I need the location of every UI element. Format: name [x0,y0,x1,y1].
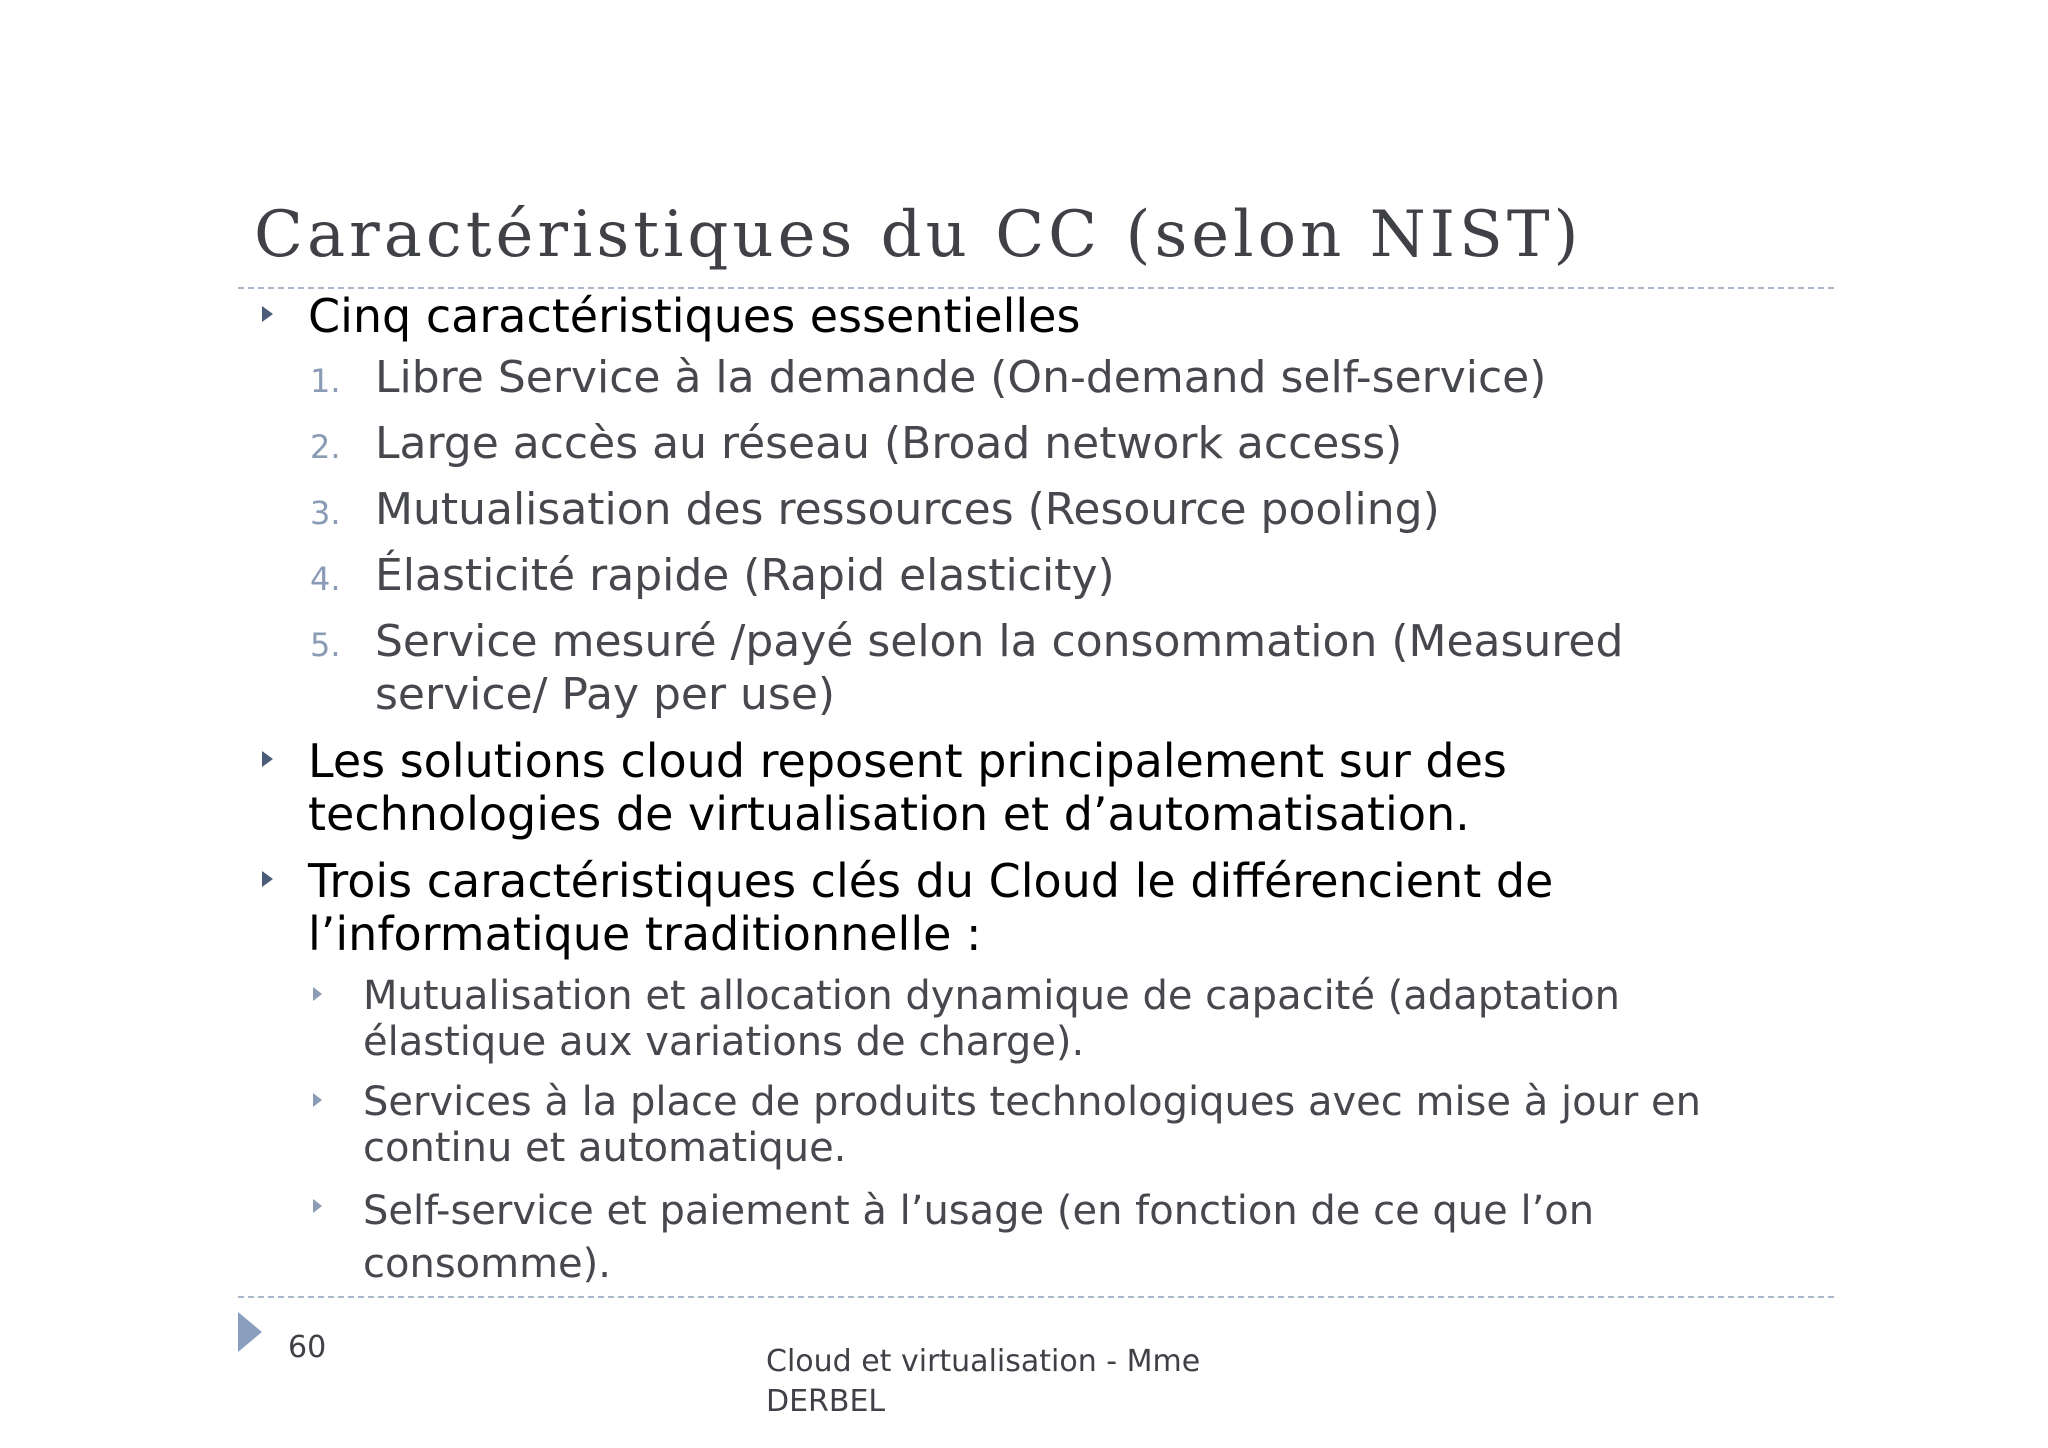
sub-bullet-arrow-icon [313,1093,322,1107]
sub-bullet-text: Mutualisation et allocation dynamique de capacité (adaptation élastique aux variations de charge). [363,973,1620,1065]
footer-divider [238,1296,1834,1298]
bullet-arrow-icon [262,306,273,322]
sub-bullet-arrow-icon [313,987,322,1001]
key-characteristics-list [238,973,1838,1291]
bullet-cloud-solutions [238,735,1628,841]
sub-bullet [238,1079,1783,1171]
sub-bullet-arrow-icon [313,1199,322,1213]
list-number: 3. [310,494,341,532]
list-item [238,417,1838,470]
sub-bullet-text: Services à la place de produits technologiques avec mise à jour en continu et automatique. [363,1079,1702,1171]
bullet-text: Les solutions cloud reposent principalement sur des technologies de virtualisation et d’automatisation. [308,734,1507,841]
list-number: 2. [310,428,341,466]
characteristics-list [238,351,1838,721]
bullet-arrow-icon [262,751,273,767]
slide-title: Caractéristiques du CC (selon NIST) [254,198,1583,272]
sub-bullet-text: Self-service et paiement à l’usage (en fonction de ce que l’on consomme). [363,1188,1595,1287]
list-item [238,483,1838,536]
list-item [238,615,1775,721]
bullet-five-characteristics [238,290,1838,343]
slide-content [238,290,1838,1291]
sub-bullet [238,973,1773,1065]
list-item [238,351,1838,404]
list-number: 5. [310,626,341,664]
list-item-text: Libre Service à la demande (On-demand self-service) [375,352,1547,403]
bullet-text: Trois caractéristiques clés du Cloud le différencient de l’informatique traditionnelle : [308,854,1554,961]
footer-text: Cloud et virtualisation - Mme DERBEL [766,1344,1201,1419]
list-item-text: Élasticité rapide (Rapid elasticity) [375,550,1115,601]
footer-arrow-icon [238,1312,262,1352]
bullet-arrow-icon [262,871,273,887]
list-item-text: Service mesuré /payé selon la consommation (Measured service/ Pay per use) [375,616,1624,720]
list-item-text: Large accès au réseau (Broad network access) [375,418,1403,469]
list-item [238,549,1838,602]
page-number: 60 [288,1330,327,1365]
bullet-three-key-characteristics [238,855,1638,961]
sub-bullet [238,1185,1683,1291]
list-number: 4. [310,560,341,598]
list-item-text: Mutualisation des ressources (Resource pooling) [375,484,1440,535]
list-number: 1. [310,362,341,400]
bullet-text: Cinq caractéristiques essentielles [308,289,1081,343]
